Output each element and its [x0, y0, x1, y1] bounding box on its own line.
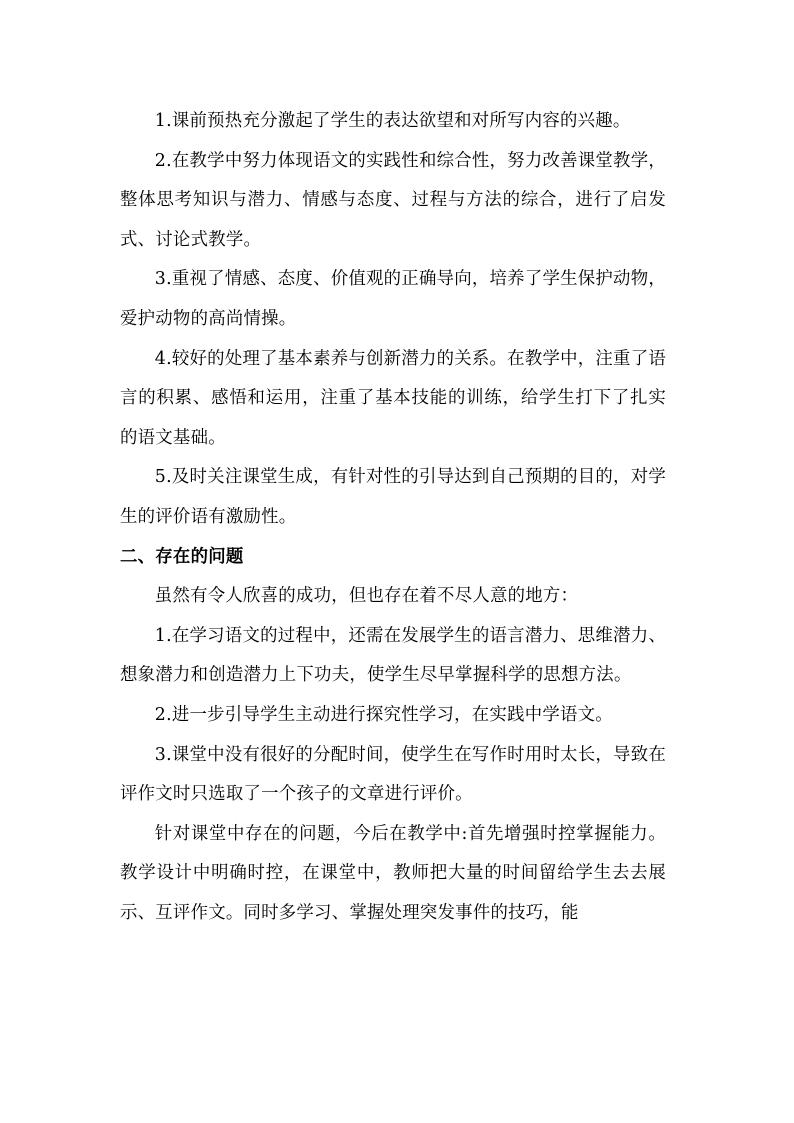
document-body: [120, 102, 666, 933]
paragraph-item-1: 1.课前预热充分激起了学生的表达欲望和对所写内容的兴趣。: [154, 111, 631, 131]
improvement-plan-paragraph: 针对课堂中存在的问题，今后在教学中:首先增强时控掌握能力。教学设计中明确时控，在课堂中，教师把大量的时间留给学生去去展示、互评作文。同时多学习、掌握处理突发事件的技巧，能: [120, 823, 666, 923]
problem-item-2: 2.进一步引导学生主动进行探究性学习，在实践中学语文。: [154, 704, 613, 725]
paragraph-item-5: 5.及时关注课堂生成，有针对性的引导达到自己预期的目的，对学生的评价语有激励性。: [120, 467, 666, 527]
paragraph-item-3: 3.重视了情感、态度、价值观的正确导向，培养了学生保护动物，爱护动物的高尚情操。: [120, 269, 666, 329]
section-intro: 虽然有令人欣喜的成功，但也存在着不尽人意的地方：: [154, 586, 579, 607]
paragraph-item-4: 4.较好的处理了基本素养与创新潜力的关系。在教学中，注重了语言的积累、感悟和运用，注重了基本技能的训练，给学生打下了扎实的语文基础。: [120, 348, 666, 448]
problem-item-1: 1.在学习语文的过程中，还需在发展学生的语言潜力、思维潜力、想象潜力和创造潜力上下功夫，使学生尽早掌握科学的思想方法。: [120, 625, 666, 686]
section-heading: 二、存在的问题: [120, 546, 244, 567]
problem-item-3: 3.课堂中没有很好的分配时间，使学生在写作时用时太长，导致在评作文时只选取了一个孩子的文章进行评价。: [120, 744, 666, 805]
paragraph-item-2: 2.在教学中努力体现语文的实践性和综合性，努力改善课堂教学，整体思考知识与潜力、情感与态度、过程与方法的综合，进行了启发式、讨论式教学。: [120, 150, 666, 250]
